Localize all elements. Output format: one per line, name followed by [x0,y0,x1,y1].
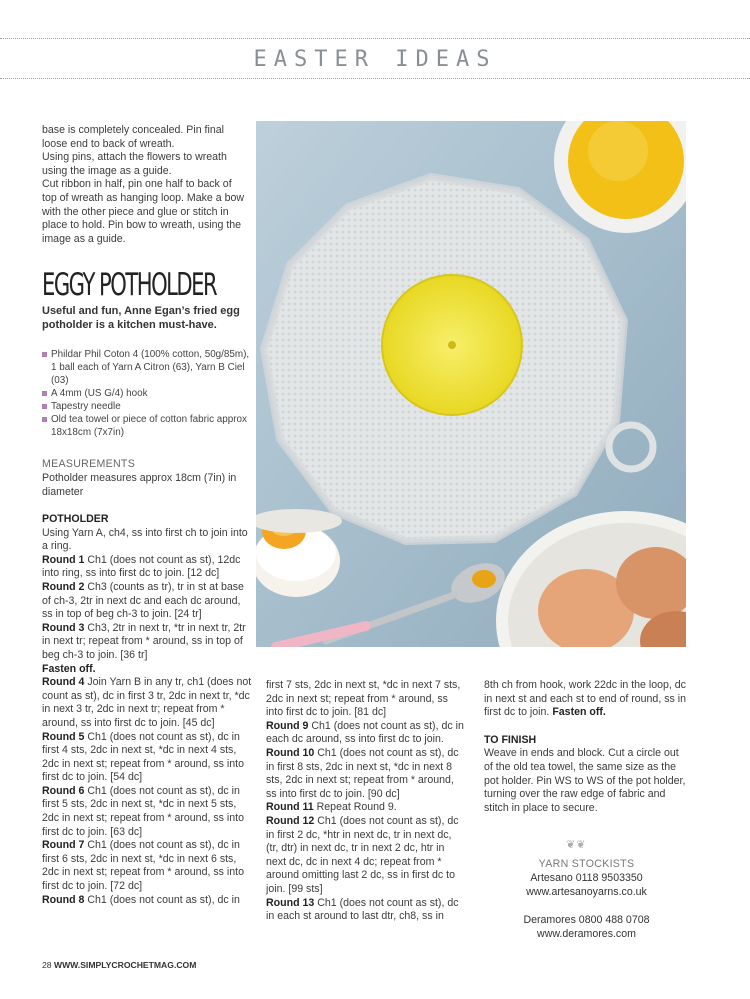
round-label: Round 3 [42,621,85,634]
round-paragraph [42,785,252,839]
header-rule-top [0,38,750,39]
round-label: Round 7 [42,839,85,852]
round-paragraph [266,801,466,815]
round-paragraph [266,815,466,897]
list-item: Phildar Phil Coton 4 (100% cotton, 50g/85m), 1 ball each of Yarn A Citron (63), Yarn B Ciel (03) [42,348,252,387]
round-text: Ch1 (does not count as st), dc in [84,893,240,906]
stockist-line: Deramores 0800 488 0708 [523,914,650,926]
list-item: Tapestry needle [42,400,252,413]
round-text: Using Yarn A, ch4, ss into first ch to join into a ring. [42,526,248,553]
stockist-line[interactable]: www.deramores.com [537,928,636,940]
round-paragraph [42,663,252,677]
round-text: Repeat Round 9. [313,801,397,814]
potholder-photo [256,121,686,647]
intro-line: Cut ribbon in half, pin one half to back of top of wreath as hanging loop. Make a bow with the other piece and glue or stitch in place to hold. Pin bow to wreath, using the image as a guide. [42,178,245,245]
round-text: Ch1 (does not count as st), dc in first 4 sts, 2dc in next st, *dc in next 4 sts, 2dc in next st; repeat from * around, ss into first dc to join. [54 dc] [42,730,244,784]
pattern-title: EGGY POTHOLDER [42,267,217,303]
round-paragraph [42,622,252,663]
finish-heading: TO FINISH [484,733,537,746]
col1-rounds [42,527,252,908]
round-label: Fasten off. [42,662,96,675]
header-rule-bottom [0,78,750,79]
round-paragraph [266,679,466,720]
round-label: Round 2 [42,580,85,593]
round-paragraph [266,897,466,924]
round-text: Ch1 (does not count as st), dc in first 2 dc, *htr in next dc, tr in next dc, (tr, dtr) in next dc, tr in next 2 dc, htr in next dc, dc in next 4 dc; repeat from * around omitting last 2 dc, ss in first dc to join. [99 sts] [266,814,459,895]
round-text: Ch1 (does not count as st), dc in each dc around, ss into first dc to join. [266,719,464,746]
round-label: Round 9 [266,719,309,732]
round-paragraph [266,747,466,801]
round-text: first 7 sts, 2dc in next st, *dc in next 7 sts, 2dc in next st; repeat from * around, ss into first dc to join. [81 dc] [266,679,461,719]
page-number: 28 [42,960,52,970]
round-label: Round 12 [266,814,315,827]
round-paragraph [42,581,252,622]
round-label: Round 8 [42,893,85,906]
round-text: Ch3, 2tr in next tr, *tr in next tr, 2tr in next tr; repeat from * around, ss in top of beg ch-3 to join. [36 tr] [42,621,246,661]
stockists-2 [484,913,689,941]
round-label: Round 4 [42,676,85,689]
measurements-heading: MEASUREMENTS [42,458,136,470]
round-paragraph [42,554,252,581]
section-title: EASTER IDEAS [253,47,497,72]
intro-line: Using pins, attach the flowers to wreath using the image as a guide. [42,151,227,177]
round-label: Round 5 [42,730,85,743]
pattern-title-block [42,268,252,332]
round-label: Round 1 [42,553,85,566]
materials-list [42,348,252,439]
round-paragraph [42,527,252,554]
intro-text [42,124,247,246]
round-label: Round 6 [42,784,85,797]
stockists-heading: YARN STOCKISTS [538,858,635,870]
round-text: Ch1 (does not count as st), dc in first 6 sts, 2dc in next st, *dc in next 6 sts, 2dc in next st; repeat from * around, ss into first dc to join. [72 dc] [42,839,244,893]
round-text: Ch1 (does not count as st), 12dc into ring, ss into first dc to join. [12 dc] [42,553,241,580]
round-paragraph [266,720,466,747]
list-item: Old tea towel or piece of cotton fabric approx 18x18cm (7x7in) [42,413,252,439]
round-paragraph [42,731,252,785]
round-paragraph [42,894,252,908]
round-13-text: 8th ch from hook, work 22dc in the loop, dc in next st and each st to end of round, ss in first dc to join. [484,679,686,719]
stockist-line: Artesano 0118 9503350 [530,872,643,884]
instructions-col-1 [42,513,252,907]
round-label: Round 10 [266,746,315,759]
round-text: Join Yarn B in any tr, ch1 (does not count as st), dc in first 3 tr, 2dc in next tr, *dc in next 3 tr, 2dc in next tr; repeat from * around, ss into first dc to join. [45 dc] [42,676,252,729]
finish-text: Weave in ends and block. Cut a circle out of the old tea towel, the same size as the pot holder. Pin WS to WS of the pot holder, turning over the raw edge of fabric and stitch in place to secure. [484,747,686,814]
round-paragraph [42,839,252,893]
potholder-heading: POTHOLDER [42,513,109,525]
round-13-continued [484,679,689,720]
site-url[interactable]: WWW.SIMPLYCROCHETMAG.COM [53,960,197,970]
list-item: A 4mm (US G/4) hook [42,387,252,400]
round-text: Ch1 (does not count as st), dc in first 8 sts, 2dc in next st, *dc in next 8 sts, 2dc in next st; repeat from * around, ss into first dc to join. [90 dc] [266,746,459,800]
instructions-col-2 [266,679,466,924]
round-text: Ch1 (does not count as st), dc in first 5 sts, 2dc in next st, *dc in next 5 sts, 2dc in next st; repeat from * around, ss into first dc to join. [63 dc] [42,784,244,838]
stockists [484,857,689,899]
fasten-off: Fasten off. [552,706,606,719]
intro-line: base is completely concealed. Pin final loose end to back of wreath. [42,124,224,150]
col2-rounds [266,679,466,924]
measurements-text: Potholder measures approx 18cm (7in) in diameter [42,472,237,498]
round-text: Ch1 (does not count as st), dc in each st around to last dtr, ch8, ss in [266,896,459,923]
instructions-col-3 [484,679,689,815]
round-paragraph [42,676,252,730]
page-footer [42,960,196,970]
ornament-icon: ❦❦ [566,839,587,851]
round-label: Round 11 [266,801,314,814]
round-text: Ch3 (counts as tr), tr in st at base of ch-3, 2tr in next dc and each dc around, ss in top of beg ch-3 to join. [24 tr] [42,580,244,621]
stockist-line[interactable]: www.artesanoyarns.co.uk [526,886,647,898]
round-label: Round 13 [266,896,315,909]
pattern-subtitle: Useful and fun, Anne Egan’s fried egg potholder is a kitchen must-have. [42,305,240,331]
